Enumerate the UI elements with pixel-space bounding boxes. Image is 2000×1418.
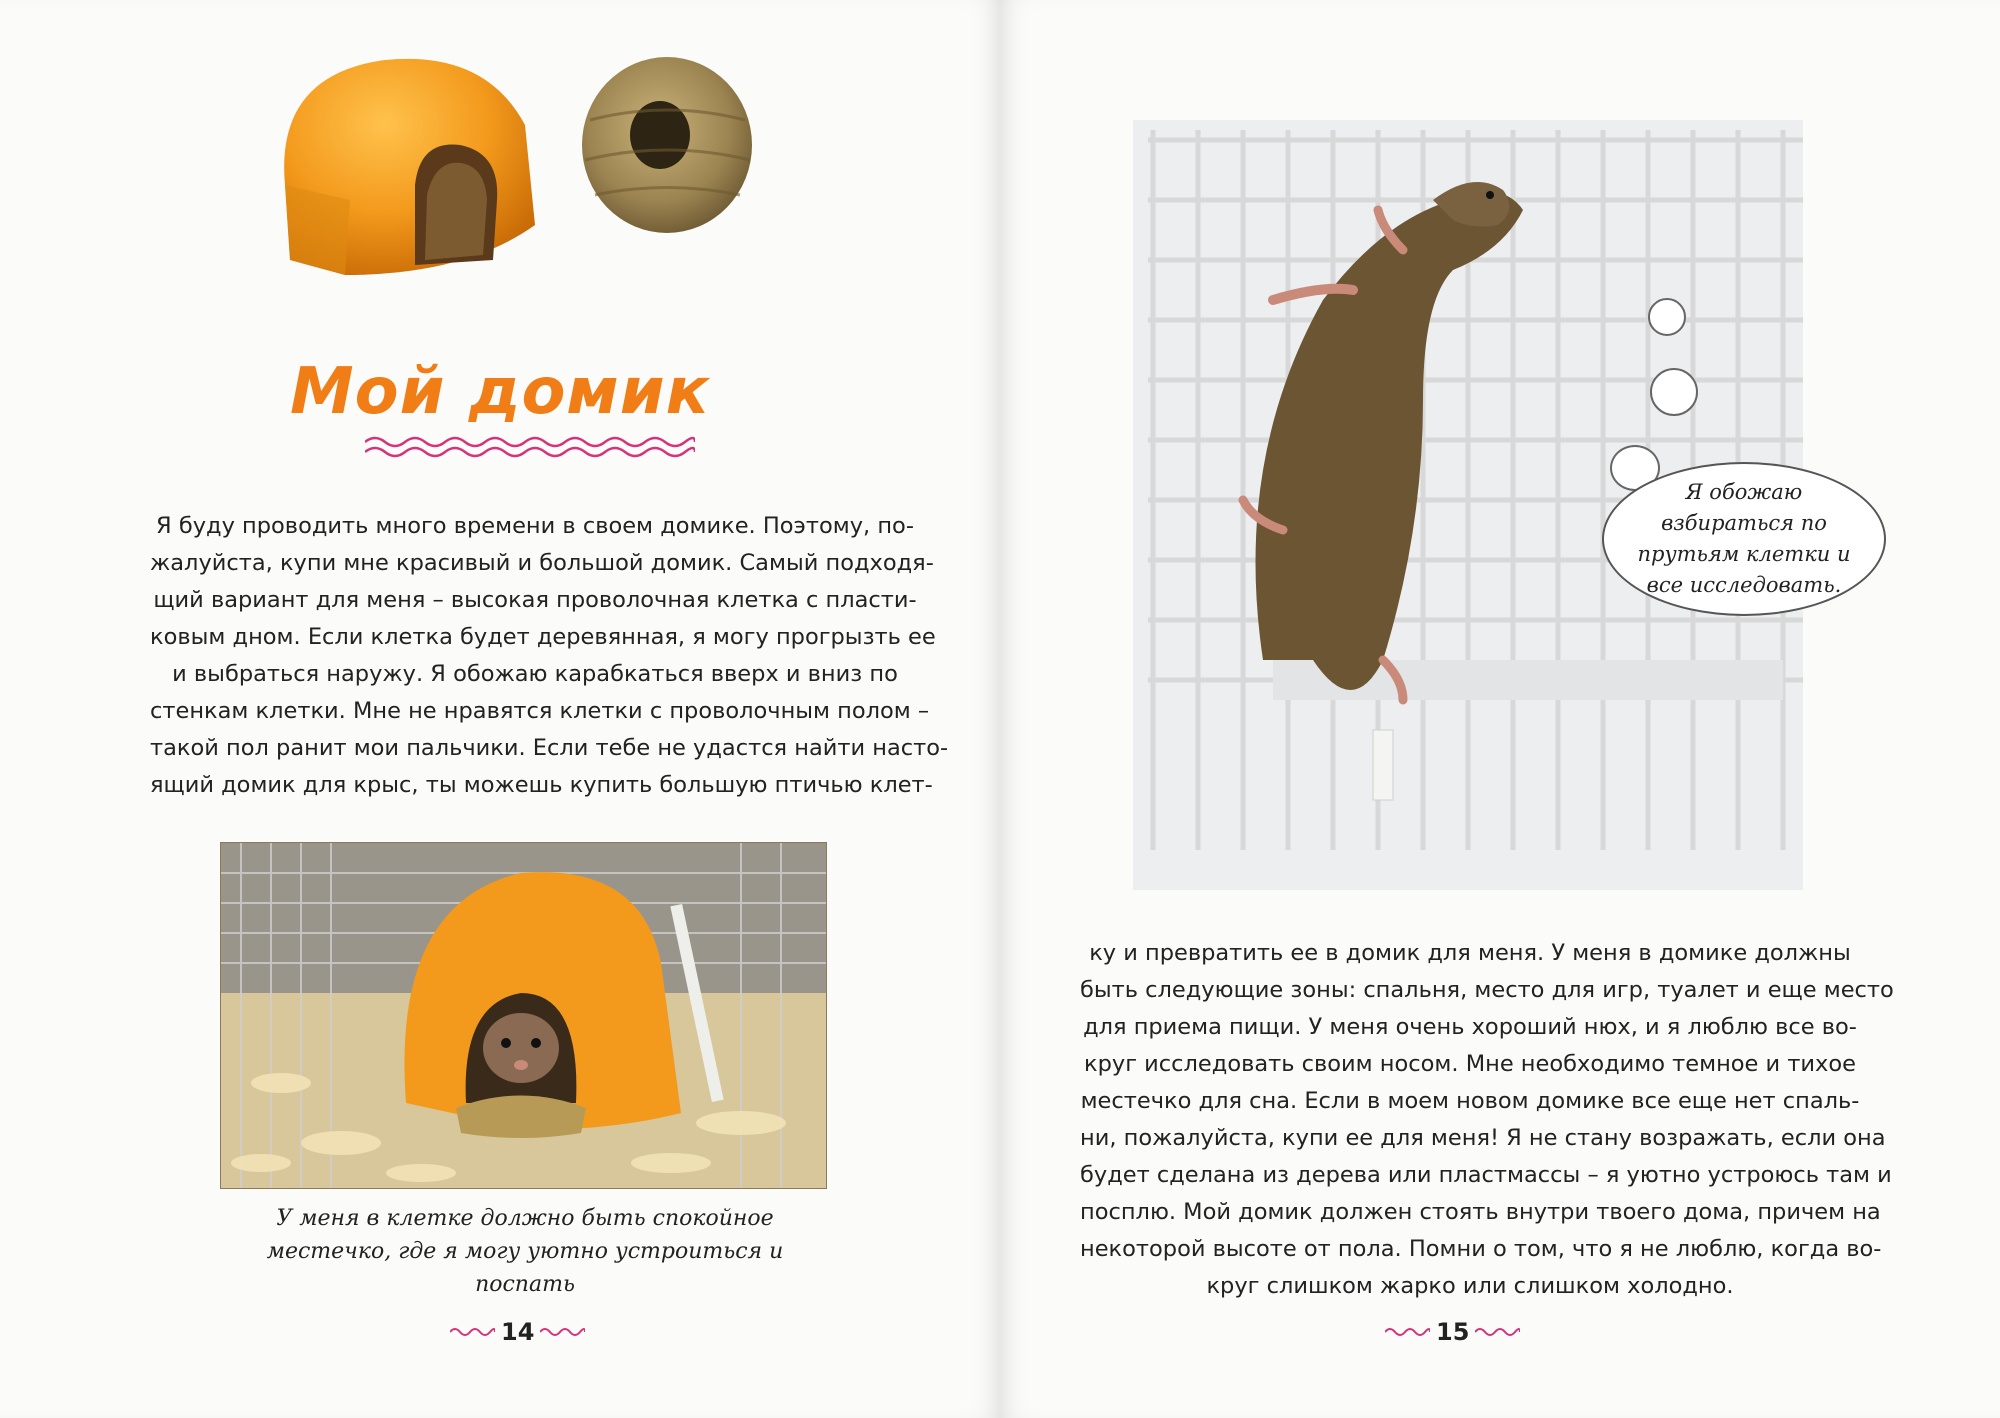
- page-number-ornament: [540, 1326, 585, 1338]
- page-number-left: [450, 1318, 585, 1346]
- text-line: ящий домик для крыс, ты можешь купить большую птичью клет-: [150, 772, 933, 798]
- text-line: круг исследовать своим носом. Мне необходимо темное и тихое: [1084, 1051, 1856, 1077]
- left-body-text: [150, 508, 949, 804]
- bubble-line: взбираться по: [1661, 511, 1827, 535]
- text-line: местечко для сна. Если в моем новом домике все еще нет спаль-: [1080, 1088, 1860, 1114]
- rat-in-house-photo: [220, 842, 827, 1189]
- caption-line: местечко, где я могу уютно устроиться и: [266, 1239, 784, 1264]
- bubble-line: прутьям клетки и: [1637, 542, 1851, 566]
- text-line: и выбраться наружу. Я обожаю карабкаться вверх и вниз по: [172, 661, 898, 687]
- thought-bubble: [1602, 462, 1886, 616]
- text-line: круг слишком жарко или слишком холодно.: [1206, 1273, 1734, 1299]
- page-number: 15: [1436, 1318, 1470, 1346]
- photo-caption: [225, 1202, 825, 1301]
- text-line: жалуйста, купи мне красивый и большой домик. Самый подходя-: [150, 550, 934, 576]
- text-line: Я буду проводить много времени в своем домике. Поэтому, по-: [156, 513, 914, 539]
- bubble-line: Я обожаю: [1685, 480, 1803, 504]
- text-line: ни, пожалуйста, купи ее для меня! Я не стану возражать, если она: [1080, 1125, 1886, 1151]
- text-line: быть следующие зоны: спальня, место для игр, туалет и еще место: [1080, 977, 1894, 1003]
- caption-line: поспать: [475, 1272, 575, 1297]
- page-title: Мой домик: [289, 355, 711, 429]
- text-line: ку и превратить ее в домик для меня. У меня в домике должны: [1089, 940, 1851, 966]
- bubble-line: все исследовать.: [1646, 573, 1842, 597]
- text-line: такой пол ранит мои пальчики. Если тебе не удастся найти насто-: [150, 735, 949, 761]
- text-line: щий вариант для меня – высокая проволочная клетка с пласти-: [153, 587, 917, 613]
- page-number-right: [1385, 1318, 1520, 1346]
- orange-house-photo: [265, 35, 545, 285]
- page-number-ornament: [1385, 1326, 1430, 1338]
- title-wave-ornament: [365, 432, 695, 460]
- rat-in-house-illustration: [221, 843, 826, 1188]
- text-line: некоторой высоте от пола. Помни о том, что я не люблю, когда во-: [1080, 1236, 1882, 1262]
- right-body-text: [1080, 935, 1894, 1305]
- thought-bubble-dot: [1650, 368, 1698, 416]
- text-line: ковым дном. Если клетка будет деревянная, я могу прогрызть ее: [150, 624, 936, 650]
- thought-bubble-dot: [1648, 298, 1686, 336]
- page-number: 14: [501, 1318, 535, 1346]
- page-number-ornament: [1475, 1326, 1520, 1338]
- text-line: стенкам клетки. Мне не нравятся клетки с проволочным полом –: [150, 698, 930, 724]
- caption-line: У меня в клетке должно быть спокойное: [276, 1206, 774, 1231]
- text-line: для приема пищи. У меня очень хороший нюх, и я люблю все во-: [1083, 1014, 1857, 1040]
- grass-house-photo: [570, 40, 765, 240]
- text-line: будет сделана из дерева или пластмассы – я уютно устроюсь там и: [1080, 1162, 1892, 1188]
- thought-bubble-text: [1637, 477, 1850, 601]
- page-number-ornament: [450, 1326, 495, 1338]
- text-line: посплю. Мой домик должен стоять внутри твоего дома, причем на: [1080, 1199, 1881, 1225]
